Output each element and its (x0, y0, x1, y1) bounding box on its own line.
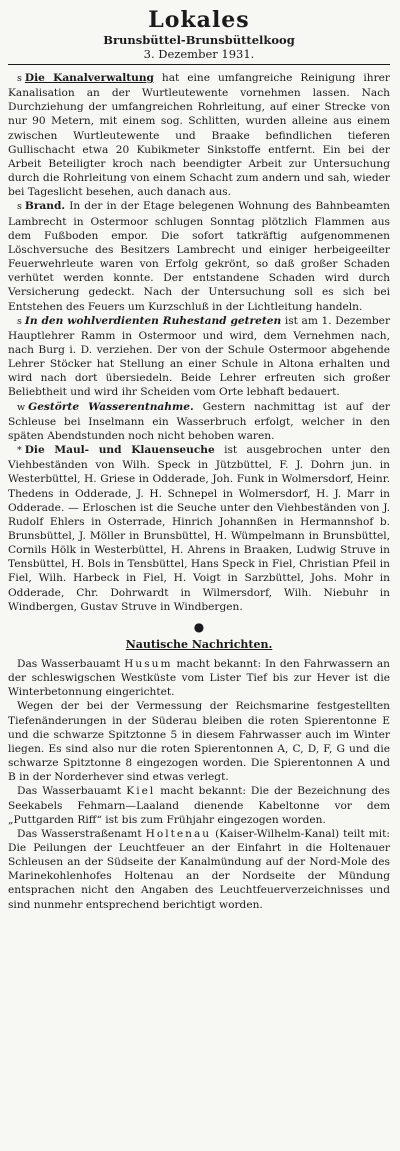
article-text: Gestern nachmittag ist auf der Schleuse bei Inselmann ein Wasserbruch erfolgt, welcher in den späten Abendstunden noch nicht behoben waren. (8, 400, 390, 442)
author-mark: * (17, 445, 22, 457)
article-text: ist am 1. Dezember Hauptlehrer Ramm in Ostermoor und wird, dem Vernehmen nach, nach Burg i. D. verziehen. Der von der Schule Ostermoor abgehende Lehrer Stöcker hat Stellung an einer Schule in Altona erhalten und wird nach dort übersiedeln. Beide Lehrer erfreuten sich großer Beliebtheit und wird ihr Scheiden vom Orte lebhaft bedauert. (8, 314, 391, 399)
nautical-paragraph (8, 784, 390, 826)
nautical-paragraph (8, 699, 390, 784)
nautical-text: macht bekannt: In den Fahrwassern an der schleswigschen Westküste vom Lister Tief bis zur Hever ist die Winterbetonnung eingerichtet. (8, 657, 390, 699)
nautical-pre: Das Wasserbauamt (17, 785, 122, 798)
article-column (8, 71, 390, 912)
article-ruhestand (8, 314, 390, 400)
author-mark: s (17, 315, 22, 327)
author-mark: s (17, 201, 22, 213)
section-title: Lokales (148, 7, 250, 33)
article-text: ist ausgebrochen unter den Viehbeständen von Wilh. Speck in Jützbüttel, F. J. Dohrn jun. in Westerbüttel, H. Griese in Odderade, Joh. Funk in Wolmersdorf, Heinr. Thedens in Odderade, J. H. Schnepel in Wolmersdorf, H. J. Marr in Odderade. — Erloschen ist die Seuche unter den Viehbeständen von J. Rudolf Ehlers in Osterrade, Hinrich Johannßen in Hermannshof b. Brunsbüttel, J. Möller in Brunsbüttel, H. Wümpelmann in Brunsbüttel, Cornils Hölk in Westerbüttel, H. Ahrens in Braaken, Ludwig Struve in Tensbüttel, H. Bols in Tensbüttel, Hans Speck in Fiel, Christian Pfeil in Fiel, Wilh. Harbeck in Fiel, H. Voigt in Sarzbüttel, Johs. Mohr in Odderade, Chr. Dohrwardt in Wilmersdorf, Wilh. Niebuhr in Windbergen, Gustav Struve in Windbergen. (8, 444, 390, 613)
article-lead: Gestörte Wasserentnahme. (28, 400, 194, 413)
article-lead: In den wohlverdienten Ruhestand getreten (24, 314, 282, 327)
nautical-paragraph (8, 827, 390, 912)
header-rule (8, 64, 390, 65)
nautical-office: Husum (124, 657, 173, 670)
section-separator: ● (193, 619, 205, 634)
nautical-text: (Kaiser-Wilhelm-Kanal) teilt mit: Die Peilungen der Leuchtfeuer an der Einfahrt in die Holtenauer Schleusen an der Südseite der Kanalmündung auf der Nord-Mole des Marinekohlenhofes Holtenau an der Nordseite der Mündung entsprachen nicht den Angaben des Leuchtfeuerverzeichnisses und sind nunmehr entsprechend berichtigt worden. (8, 827, 390, 911)
article-lead: Die Maul- und Klauenseuche (24, 444, 215, 457)
article-lead: Die Kanalverwaltung (24, 72, 154, 84)
article-brand (8, 199, 390, 313)
section-subtitle: Brunsbüttel-Brunsbüttelkoog (103, 33, 295, 47)
dateline: 3. Dezember 1931. (143, 47, 255, 61)
nautical-text: Wegen der bei der Vermessung der Reichsmarine festgestellten Tiefenänderungen in der Süderau bleiben die roten Spierentonne E und die schwarze Spitztonne 5 in diesem Fahrwasser auch im Winter liegen. Es sind also nur die roten Spierentonnen A, C, D, F, G und die schwarze Spitztonne 8 eingezogen worden. Die Spierentonnen A und B in der Norderhever sind etwas verlegt. (8, 700, 390, 784)
nautical-paragraph (8, 657, 390, 699)
nautical-office: Holtenau (145, 827, 212, 840)
nautical-text: macht bekannt: Die der Bezeichnung des Seekabels Fehmarn—Laaland dienende Kabeltonne vor dem „Puttgarden Riff“ ist bis zum Frühjahr eingezogen worden. (8, 785, 390, 826)
article-text: hat eine umfangreiche Reinigung ihrer Kanalisation an der Wurtleutewente vornehmen lassen. Nach Durchziehung der umfangreichen Rohrleitung, auf einer Strecke von nur 90 Metern, mit einem sog. Schlitten, wurden alleine aus einem zwischen Wurtleutewente und Braake befindlichen tieferen Gullischacht etwa 20 Kubikmeter Sinkstoffe entfernt. Ein bei der Arbeit Beteiligter kroch nach beendigter Arbeit zur Untersuchung durch die Rohrleitung von einem Schacht zum andern und sah, wieder bei Tageslicht besehen, auch danach aus. (8, 72, 390, 199)
nautical-pre: Das Wasserstraßenamt (17, 827, 142, 840)
author-mark: s (17, 73, 22, 84)
author-mark: w (17, 401, 26, 413)
nautical-pre: Das Wasserbauamt (17, 657, 121, 670)
article-seuche (8, 443, 390, 614)
nautical-heading: Nautische Nachrichten. (125, 637, 273, 651)
article-text: In der in der Etage belegenen Wohnung des Bahnbeamten Lambrecht in Ostermoor schlugen Sonntag plötzlich Flammen aus dem Fußboden empor. Die sofort tatkräftig aufgenommenen Löschversuche des Besitzers Lambrecht und einiger herbeigeeilter Feuerwehrleute waren von Erfolg gekrönt, so daß großer Schaden verhütet werden konnte. Der entstandene Schaden wird durch Versicherung gedeckt. Nach der Untersuchung soll es sich bei Entstehen des Feuers um Kurzschluß in der Lichtleitung handeln. (8, 200, 390, 313)
nautical-office: Kiel (126, 785, 156, 798)
article-lead: Brand. (24, 200, 66, 213)
article-kanalverwaltung (8, 71, 390, 199)
article-wasserentnahme (8, 400, 390, 443)
